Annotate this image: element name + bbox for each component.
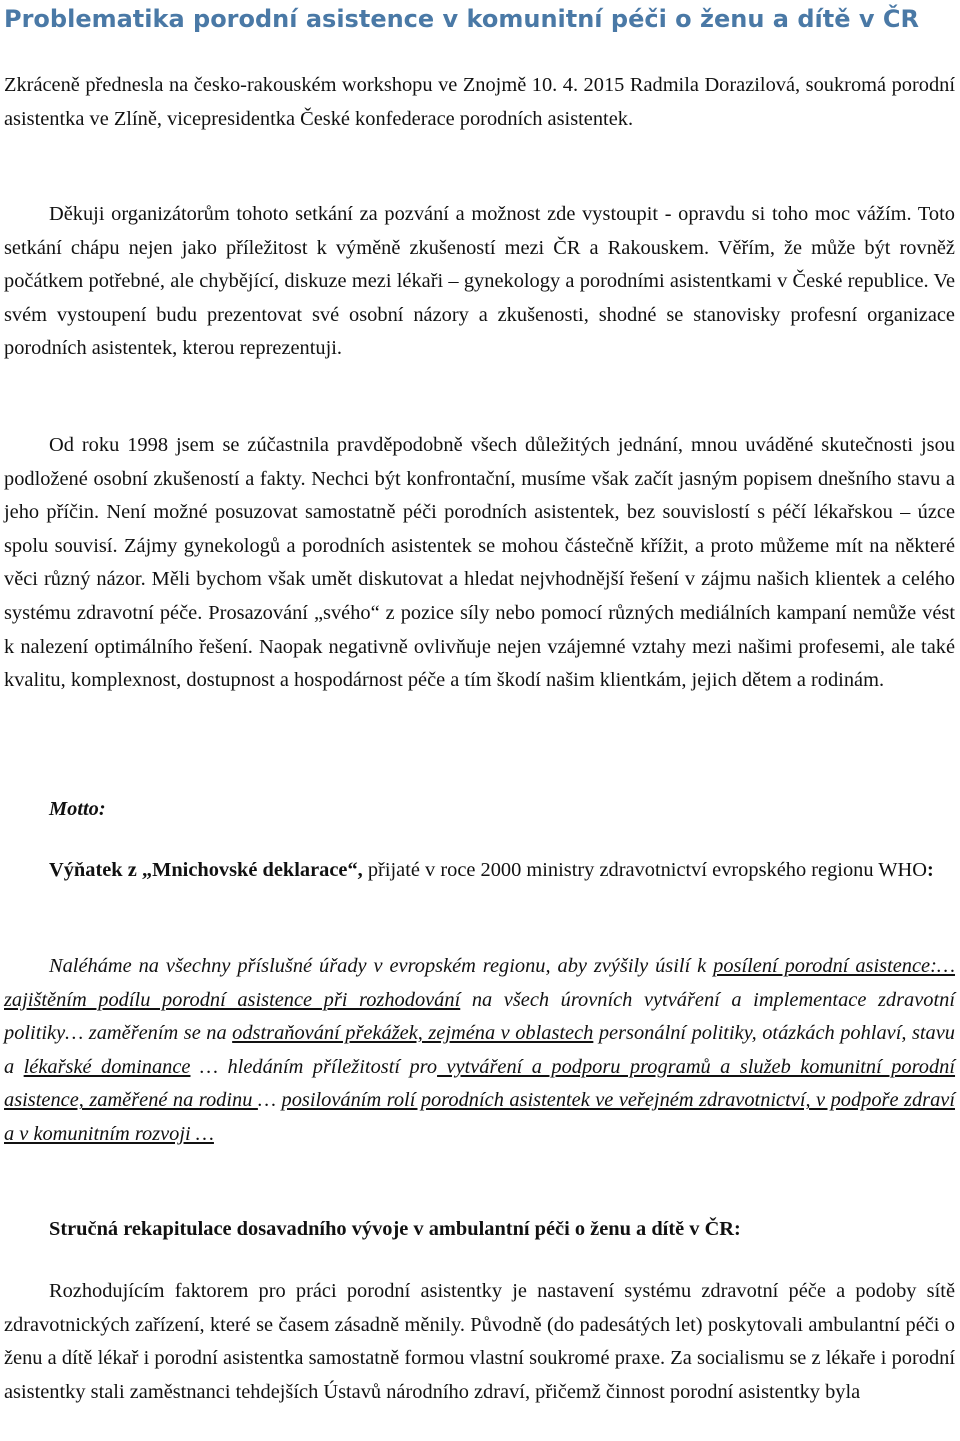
section-heading-text: Stručná rekapitulace dosavadního vývoje v ambulantní péči o ženu a dítě v ČR: [49, 1218, 741, 1240]
declaration-title: Výňatek z „Mnichovské deklarace“, [49, 859, 363, 881]
paragraph-1 [4, 198, 955, 366]
quote-underlined-1: posílení porodní asistence:… zajištěním podílu porodní asistence při rozhodování [4, 955, 956, 1011]
quote-underlined-4: vytváření a podporu programů a služeb komunitní porodní asistence, zaměřené na rodinu [4, 1055, 956, 1112]
document-title: Problematika porodní asistence v komunitní péči o ženu a dítě v ČR [4, 5, 919, 33]
paragraph-2-text: Od roku 1998 jsem se zúčastnila pravděpodobně všech důležitých jednání, mnou uváděné skutečnosti jsou podložené osobní zkušeností a fakty. Nechci být konfrontační, musíme však začít jasným popisem dnešního stavu a jeho příčin. Není možné posuzovat samostatně péči porodních asistentek, bez souvislostí s péčí lékařskou – úzce spolu souvisí. Zájmy gynekologů a porodních asistentek se mohou částečně křížit, a proto můžeme mít na některé věci různý názor. Měli bychom však umět diskutovat a hledat nejvhodnější řešení v zájmu našich klientek a celého systému zdravotní péče. Prosazování „svého“ z pozice síly nebo pomocí různých mediálních kampaní nemůže vést k nalezení optimálního řešení. Naopak negativně ovlivňuje nejen vzájemné vztahy mezi našimi profesemi, ale také kvalitu, komplexnost, dostupnost a hospodárnost péče a tím škodí našim klientkám, jejich dětem a rodinám. [4, 434, 955, 692]
section-heading [4, 1213, 955, 1247]
motto-label-line [4, 793, 955, 827]
intro-paragraph: Zkráceně přednesla na česko-rakouském workshopu ve Znojmě 10. 4. 2015 Radmila Dorazilová, soukromá porodní asistentka ve Zlíně, vicepresidentka České konfederace porodních asistentek. [4, 74, 955, 130]
quote-text-4: … hledáním příležitostí pro [190, 1055, 438, 1078]
declaration-quote [4, 950, 955, 1152]
quote-text-3: personální politiky, otázkách pohlaví, stavu a [4, 1022, 956, 1078]
motto-label: Motto: [49, 798, 106, 820]
paragraph-2 [4, 429, 955, 698]
paragraph-1-text: Děkuji organizátorům tohoto setkání za pozvání a možnost zde vystoupit - opravdu si toho moc vážím. Toto setkání chápu nejen jako příležitost k výměně zkušeností mezi ČR a Rakouskem. Věřím, že může být rovněž počátkem potřebné, ale chybějící, diskuze mezi lékaři – gynekology a porodními asistentkami v České republice. Ve svém vystoupení budu prezentovat své osobní názory a zkušenosti, shodné se stanovisky profesní organizace porodních asistentek, kterou reprezentuji. [4, 203, 955, 360]
declaration-description: přijaté v roce 2000 ministry zdravotnictví evropského regionu WHO [362, 859, 927, 881]
quote-text-5: … [257, 1089, 282, 1112]
quote-text-2: na všech úrovních vytváření a implementace zdravotní politiky… zaměřením se na [4, 988, 955, 1045]
declaration-colon: : [926, 859, 934, 881]
paragraph-3-viewport [0, 1275, 960, 1441]
quote-underlined-3: lékařské dominance [23, 1055, 191, 1078]
declaration-heading [4, 854, 955, 888]
quote-underlined-5: posilováním rolí porodních asistentek ve veřejném zdravotnictví, v podpoře zdraví a v komunitním rozvoji … [4, 1089, 955, 1145]
paragraph-3-text: Rozhodujícím faktorem pro práci porodní asistentky je nastavení systému zdravotní péče a podoby sítě zdravotnických zařízení, které se časem zásadně měnily. Původně (do padesátých let) poskytovali ambulantní péči o ženu a dítě lékař i porodní asistentka samostatně formou vlastní soukromé praxe. Za socialismu se z lékaře i porodní asistentky stali zaměstnanci tehdejších Ústavů národního zdraví, přičemž činnost porodní asistentky byla [4, 1280, 955, 1403]
quote-underlined-2: odstraňování překážek, zejména v oblastech [232, 1022, 594, 1045]
quote-text-1: Naléháme na všechny příslušné úřady v evropském regionu, aby zvýšily úsilí k [49, 955, 714, 977]
paragraph-3 [4, 1275, 955, 1409]
